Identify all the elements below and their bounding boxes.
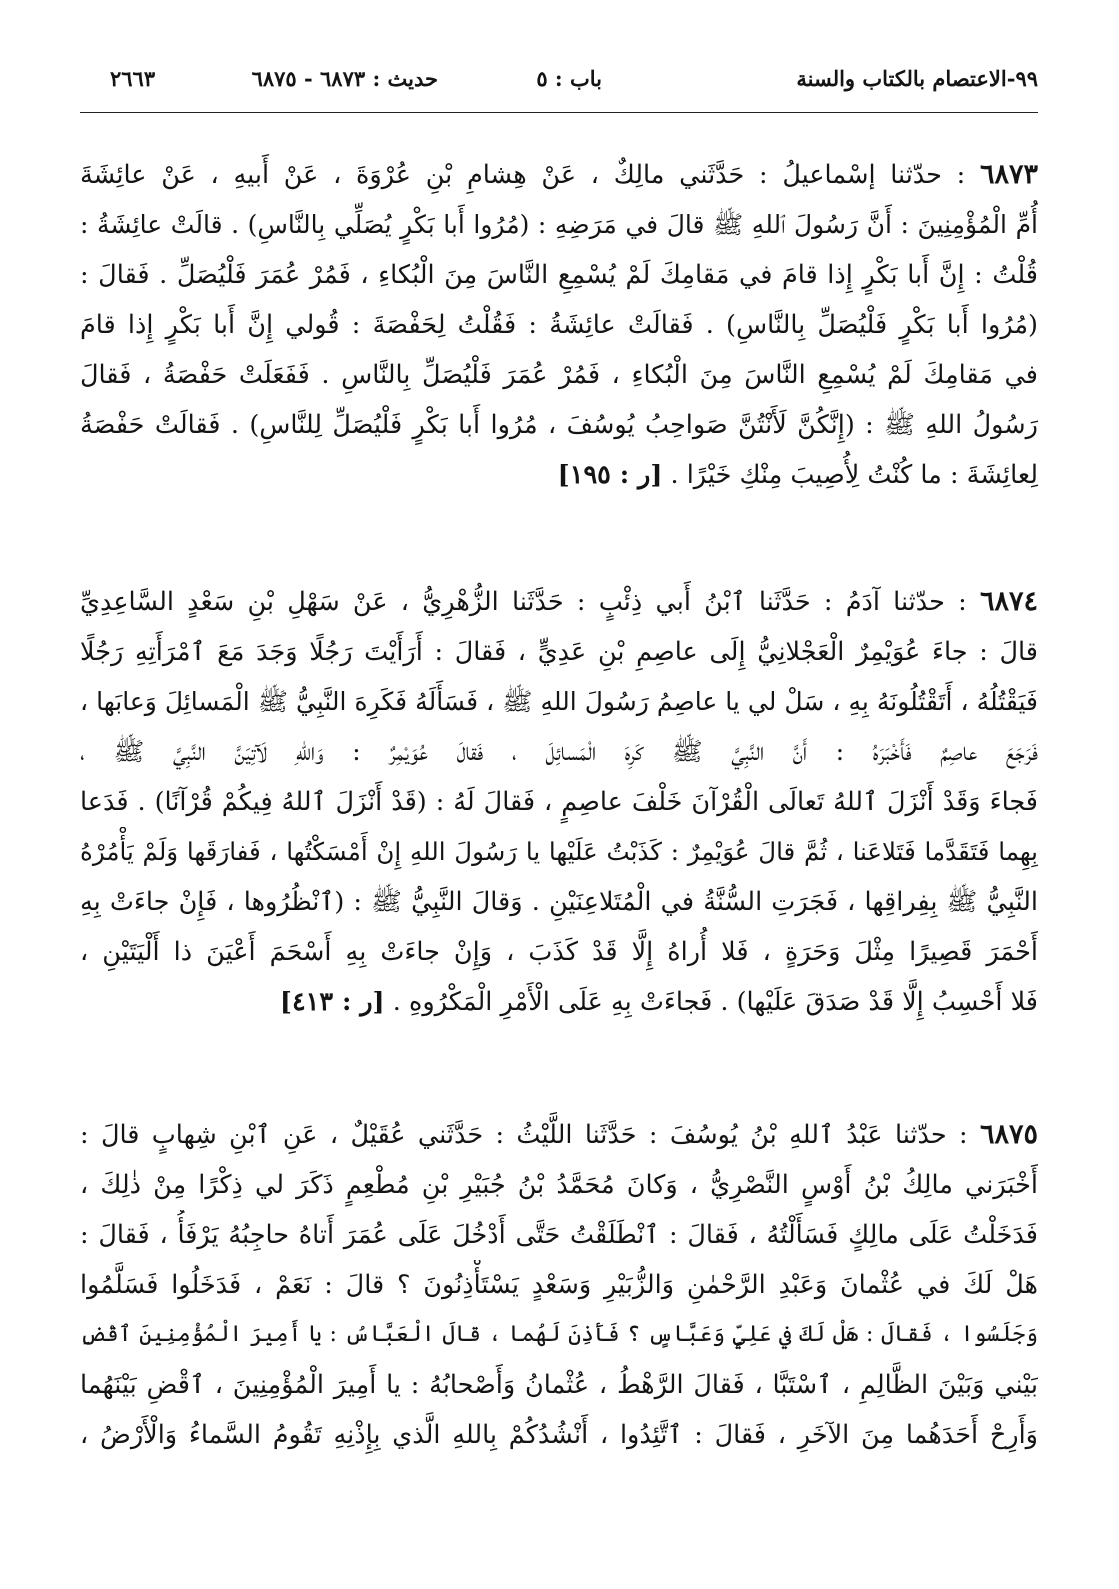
hadith-text: : حدّثنا إسْماعيلُ : حَدَّثَني مالِكٌ ، عَنْ هِشامِ بْنِ عُرْوَةَ ، عَنْ أَبيهِ ، عَنْ عائِشَةَ [80, 160, 966, 190]
hadith-number: ٦٨٧٣ [979, 159, 1038, 190]
bab-label: باب : ٥ [536, 66, 602, 91]
cross-reference: [ر : ٤١٣] [279, 987, 385, 1017]
running-header [80, 52, 1038, 102]
hadith-line: (مُرُوا أَبا بَكْرٍ فَلْيُصَلِّ بِالنَّاسِ) . فَقالَتْ عائِشَةُ : فَقُلْتُ لِحَفْصَةَ : قُولي إِنَّ أَبا بَكْرٍ إِذا قامَ [80, 310, 1038, 340]
hadith-line: قُلْتُ : إِنَّ أَبا بَكْرٍ إِذا قامَ في مَقامِكَ لَمْ يُسْمِعِ النَّاسَ مِنَ الْبُكاءِ ، فَمُرْ عُمَرَ فَلْيُصَلِّ . فَقالَ : [80, 260, 1038, 290]
hadith-line [80, 150, 1038, 200]
hadith-number: ٦٨٧٥ [980, 1119, 1038, 1150]
hadith-line: بِهِما فَتَقَدَّما فَتَلاعَنا ، ثُمَّ قالَ عُوَيْمِرٌ : كَذَبْتُ عَلَيْها يا رَسُولَ اللهِ إِنْ أَمْسَكْتُها ، فَفارَقَها وَلَمْ يَأْمُرْهُ [80, 837, 1038, 866]
hadith-line: فَيَقْتُلُهُ ، أَتَقْتُلُونَهُ بِهِ ، سَلْ لي يا عاصِمُ رَسُولَ اللهِ ﷺ ، فَسَأَلَهُ فَكَرِهَ النَّبِيُّ ﷺ الْمَسائِلَ وَعابَها ، [80, 687, 1038, 716]
hadith-range: حديث : ٦٨٧٣ - ٦٨٧٥ [251, 66, 438, 91]
hadith-text: : حدّثنا آدَمُ : حَدَّثَنا ٱبْنُ أَبي ذِئْبٍ : حَدَّثَنا الزُّهْرِيُّ ، عَنْ سَهْلِ بْنِ سَعْدٍ السَّاعِدِيِّ [80, 587, 967, 617]
hadith-line: فَدَخَلْتُ عَلَى مالِكٍ فَسَأَلْتُهُ ، فَقالَ : ٱنْطَلَقْتُ حَتَّى أَدْخُلَ عَلَى عُمَرَ أَتاهُ حاجِبُهُ يَرْفَأُ ، فَقالَ : [80, 1220, 1038, 1250]
hadith-line: في مَقامِكَ لَمْ يُسْمِعِ النَّاسَ مِنَ الْبُكاءِ ، فَمُرْ عُمَرَ فَلْيُصَلِّ بِالنَّاسِ . فَفَعَلَتْ حَفْصَةُ ، فَقالَ [80, 360, 1038, 390]
hadith-line: وَجَلَسُوا ، فَقالَ : هَلْ لَكَ في عَلِيٍّ وَعَبَّاسٍ ؟ فَأَذِنَ لَهُما ، قالَ الْعَبَّاسُ : يا أَمِيرَ الْمُؤْمِنِينَ ٱقْضِ [80, 1322, 1038, 1347]
hadith-line [80, 450, 1038, 500]
hadith-line: أَخْبَرَني مالِكُ بْنُ أَوْسٍ النَّصْرِيُّ ، وَكانَ مُحَمَّدُ بْنُ جُبَيْرِ بْنِ مُطْعِمٍ ذَكَرَ لي ذِكْرًا مِنْ ذٰلِكَ ، [80, 1170, 1038, 1200]
header-divider [80, 112, 1038, 113]
hadith-line: فَرَجَعَ عاصِمٌ فَأَخْبَرَهُ : أَنَّ النَّبِيَّ ﷺ كَرِهَ الْمَسائِلَ ، فَقالَ عُوَيْمِرٌ : وَاللهِ لَآتِيَنَّ النَّبِيَّ ﷺ ، [80, 737, 1038, 767]
hadith-line: أُمِّ الْمُؤْمِنِينَ : أَنَّ رَسُولَ ٱللهِ ﷺ قالَ في مَرَضِهِ : (مُرُوا أَبا بَكْرٍ يُصَلِّي بِالنَّاسِ) . قالَتْ عائِشَةُ : [80, 210, 1038, 239]
hadith-line: بَيْني وَبَيْنَ الظَّالِمِ ، ٱسْتَبَّا ، فَقالَ الرَّهْطُ ، عُثْمانُ وَأَصْحابُهُ : يا أَمِيرَ الْمُؤْمِنِينَ ، ٱقْضِ بَيْنَهُما [80, 1370, 1038, 1400]
hadith-6874 [80, 577, 1038, 1027]
hadith-line: قالَ : جاءَ عُوَيْمِرٌ الْعَجْلانِيُّ إِلَى عاصِمِ بْنِ عَدِيٍّ ، فَقالَ : أَرَأَيْتَ رَجُلًا وَجَدَ مَعَ ٱمْرَأَتِهِ رَجُلًا [80, 637, 1038, 667]
hadith-text: فَلا أَحْسِبُ إِلَّا قَدْ صَدَقَ عَلَيْها) . فَجاءَتْ بِهِ عَلَى الْأَمْرِ الْمَكْرُوهِ . [392, 987, 1038, 1017]
hadith-line [80, 977, 1038, 1027]
hadith-line: هَلْ لَكَ في عُثْمانَ وَعَبْدِ الرَّحْمٰنِ وَالزُّبَيْرِ وَسَعْدٍ يَسْتَأْذِنُونَ ؟ قالَ : نَعَمْ ، فَدَخَلُوا فَسَلَّمُوا [80, 1270, 1038, 1300]
hadith-6873 [80, 150, 1038, 500]
hadith-line: رَسُولُ اللهِ ﷺ : (إِنَّكُنَّ لَأَنْتُنَّ صَواحِبُ يُوسُفَ ، مُرُوا أَبا بَكْرٍ فَلْيُصَلِّ لِلنَّاسِ) . فَقالَتْ حَفْصَةُ [80, 410, 1038, 440]
hadith-line [80, 1110, 1038, 1160]
chapter-title: ٩٩-الاعتصام بالكتاب والسنة [796, 66, 1038, 91]
hadith-line: وَأَرِحْ أَحَدَهُما مِنَ الآخَرِ ، فَقالَ : ٱتَّئِدُوا ، أَنْشُدُكُمْ بِاللهِ الَّذي بِإِذْنِهِ تَقُومُ السَّماءُ وَالْأَرْضُ ، [80, 1420, 1038, 1450]
hadith-line: النَّبِيُّ ﷺ بِفِراقِها ، فَجَرَتِ السُّنَّةُ في الْمُتَلاعِنَيْنِ . وَقالَ النَّبِيُّ ﷺ : (ٱنْظُرُوها ، فَإِنْ جاءَتْ بِهِ [80, 887, 1038, 917]
hadith-text: لِعائِشَةَ : ما كُنْتُ لِأُصِيبَ مِنْكِ خَيْرًا . [670, 460, 1038, 490]
hadith-number: ٦٨٧٤ [980, 586, 1038, 617]
hadith-6875 [80, 1110, 1038, 1460]
hadith-text: : حدّثنا عَبْدُ ٱللهِ بْنُ يُوسُفَ : حَدَّثَنا اللَّيْثُ : حَدَّثَني عُقَيْلٌ ، عَنِ ٱبْنِ شِهابٍ قالَ : [80, 1120, 968, 1150]
hadith-line [80, 577, 1038, 627]
hadith-line: فَجاءَ وَقَدْ أَنْزَلَ ٱللهُ تَعالَى الْقُرْآنَ خَلْفَ عاصِمٍ ، فَقالَ لَهُ : (قَدْ أَنْزَلَ ٱللهُ فِيكُمْ قُرْآنًا) . فَدَعا [80, 787, 1038, 817]
page-number: ٢٦٦٣ [110, 66, 156, 91]
hadith-line: أَحْمَرَ قَصِيرًا مِثْلَ وَحَرَةٍ ، فَلا أُراهُ إِلَّا قَدْ كَذَبَ ، وَإِنْ جاءَتْ بِهِ أَسْحَمَ أَعْيَنَ ذا أَلْيَتَيْنِ ، [80, 937, 1038, 967]
cross-reference: [ر : ١٩٥] [557, 460, 663, 490]
